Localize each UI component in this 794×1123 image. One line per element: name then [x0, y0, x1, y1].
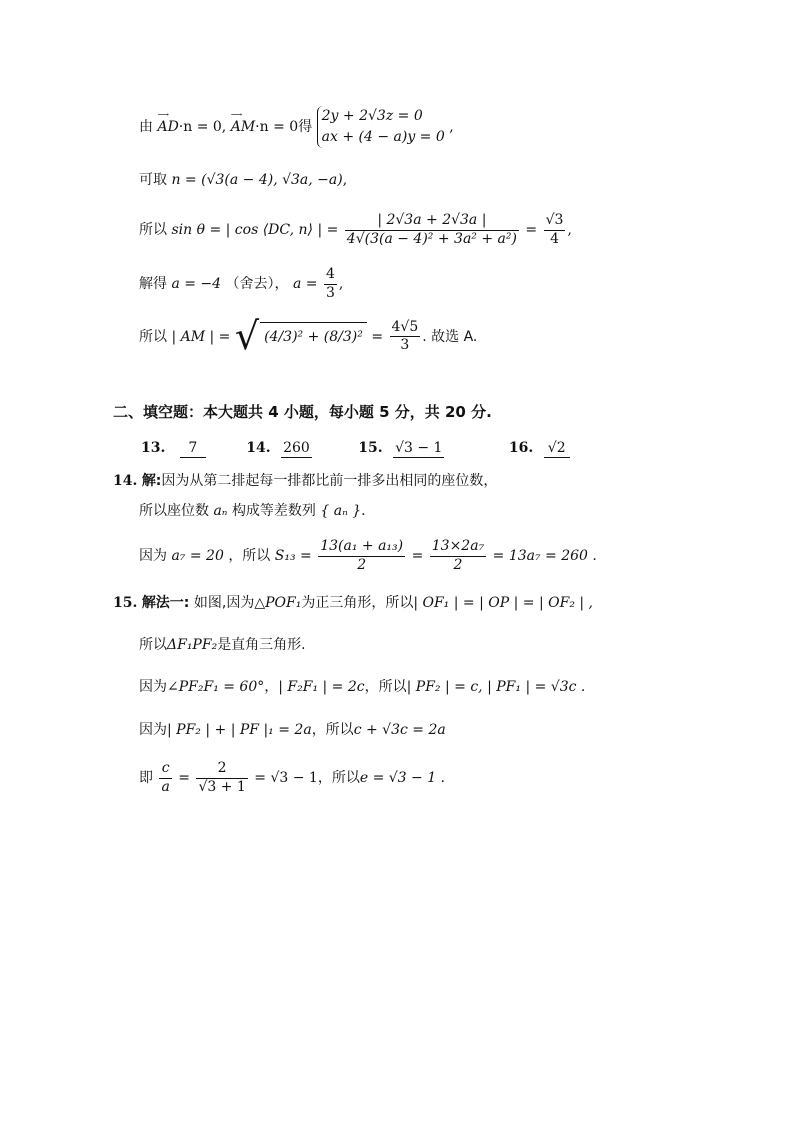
math-am-dot-n: ·n = 0: [255, 119, 299, 135]
line-choose-n: [139, 172, 347, 189]
equals: =: [525, 222, 538, 238]
q15-text-because: 因为: [139, 722, 167, 738]
fraction-denominator: 3: [325, 284, 335, 301]
q15-line-3: [139, 679, 585, 696]
math-triangle-pof1: △POF₁: [254, 595, 302, 611]
fraction-result: [390, 319, 421, 355]
q14-text-seats: 所以座位数: [139, 503, 209, 519]
math-triangle-f1pf2: ΔF₁PF₂: [167, 637, 218, 653]
fraction-numerator: 13×2a₇: [430, 538, 486, 557]
q15-text-suoyi: 所以: [139, 637, 167, 653]
math-n-vector: n = (√3(a − 4), √3a, −a): [171, 172, 343, 188]
math-result-260: = 13a₇ = 260 .: [492, 548, 597, 564]
q15-text-a: 如图,因为: [193, 595, 255, 611]
fraction-result: [544, 212, 566, 248]
math-of-equal: | OF₁ | = | OP | = | OF₂ | ,: [413, 595, 593, 611]
comma: ,: [342, 172, 348, 188]
math-a-eq: a =: [292, 276, 318, 292]
comma: ,: [567, 222, 572, 238]
comma: ,: [449, 119, 454, 135]
math-sqrt-content: (4/3)² + (8/3)²: [260, 322, 367, 352]
q14-label: 14.: [113, 473, 138, 489]
math-eccentricity: e = √3 − 1 .: [359, 770, 446, 786]
q15-text-ji: 即: [139, 770, 153, 786]
q14-text-1: 因为从第二排起每一排都比前一排多出相同的座位数，: [161, 473, 498, 489]
math-pf-values: | PF₂ | = c, | PF₁ | = √3c .: [406, 679, 586, 695]
q14-line-1: [113, 473, 497, 490]
math-c-relation: c + √3c = 2a: [353, 722, 446, 738]
text-jiede: 解得: [139, 276, 167, 292]
q15-label: 15.: [113, 595, 138, 611]
equals: =: [411, 548, 424, 564]
text-discard: （舍去）: [225, 276, 275, 292]
q15-text-so: ，所以: [364, 679, 407, 695]
fraction-denominator: 4: [550, 230, 559, 247]
line-normal-vector-condition: [139, 106, 454, 148]
answer-value-13: 7: [180, 440, 206, 458]
text-ke-qu: 可取: [139, 172, 167, 188]
equation-2: ax + (4 − a)y = 0: [321, 129, 445, 145]
math-an-seq: { aₙ }: [320, 503, 362, 519]
fraction-numerator: 4√5: [390, 319, 421, 338]
comma: ,: [338, 276, 344, 292]
math-ad-dot-n: ·n = 0,: [178, 119, 227, 135]
answers-row: [141, 440, 570, 458]
fraction-denominator: 3: [400, 337, 410, 354]
equals: =: [178, 770, 190, 786]
fraction-numerator: 2: [196, 760, 247, 779]
comma: ，: [264, 679, 279, 695]
math-s13: S₁₃ =: [274, 548, 312, 564]
equals: =: [371, 328, 384, 345]
answer-label-13: 13.: [141, 440, 166, 456]
text-you: 由: [139, 119, 153, 135]
sqrt-icon: √: [234, 314, 260, 358]
period: .: [361, 503, 366, 519]
equation-system: [317, 106, 445, 148]
answer-label-15: 15.: [358, 440, 383, 456]
math-sqrt3-minus-1: = √3 − 1: [254, 770, 318, 786]
math-a-neg4: a = −4: [171, 276, 222, 292]
q14-line-3: [139, 538, 597, 574]
fraction-4-3: [324, 266, 337, 302]
fraction-c-a: [159, 760, 171, 796]
answer-value-14: 260: [283, 440, 310, 456]
q14-text-so: ，所以: [228, 548, 271, 564]
fraction-numerator: 4: [324, 266, 337, 285]
fraction-denominator: a: [161, 778, 170, 795]
q15-text-right: 是直角三角形.: [217, 637, 306, 653]
fraction-2-over: [196, 760, 247, 796]
fraction-denominator: 2: [357, 556, 367, 573]
q15-text-so: ，所以: [311, 722, 354, 738]
answer-label-16: 16.: [508, 440, 534, 456]
vector-am: ⟶ AM: [230, 110, 256, 135]
q14-text-because: 因为: [139, 548, 167, 564]
fraction-denominator: 2: [453, 556, 463, 573]
answer-value-15: √3 − 1: [395, 440, 443, 456]
vector-ad: ⟶ AD: [157, 110, 179, 135]
math-a7: a₇ = 20: [171, 548, 224, 564]
fraction-denominator: 4√(3(a − 4)² + 3a² + a²): [346, 230, 517, 247]
text-de: 得: [298, 119, 313, 135]
q14-line-2: [139, 503, 366, 520]
q15-text-b: 为正三角形，所以: [301, 595, 414, 611]
math-sin-theta: sin θ = | cos ⟨DC, n⟩ | =: [171, 222, 339, 238]
q15-line-5: [139, 760, 445, 796]
fraction-numerator: 13(a₁ + a₁₃): [318, 538, 405, 557]
q14-text-arith: 构成等差数列: [231, 503, 316, 519]
answer-value-16: √2: [544, 440, 570, 458]
math-f2f1: | F₂F₁ | = 2c: [278, 679, 365, 695]
math-am-abs: | AM | =: [171, 328, 231, 345]
fraction-s13: [318, 538, 405, 574]
text-choose-a: . 故选 A.: [422, 328, 478, 345]
fraction-numerator: | 2√3a + 2√3a |: [345, 212, 519, 231]
q15-text-because: 因为: [139, 679, 167, 695]
comma: ，: [274, 276, 289, 292]
equation-1: 2y + 2√3z = 0: [321, 108, 423, 124]
line-am-length: [139, 314, 477, 360]
q15-text-so: ，所以: [317, 770, 360, 786]
answer-label-14: 14.: [246, 440, 271, 456]
q15-line-1: [113, 595, 593, 612]
math-pf-sum: | PF₂ | + | PF |₁ = 2a: [167, 722, 312, 738]
q15-line-4: [139, 722, 446, 739]
fraction-numerator: √3: [544, 212, 566, 231]
fraction-cos: [345, 212, 519, 248]
text-suoyi: 所以: [139, 328, 167, 345]
text-suoyi: 所以: [139, 222, 167, 238]
fraction-a7: [430, 538, 486, 574]
fraction-numerator: c: [159, 760, 171, 779]
fraction-denominator: √3 + 1: [198, 778, 246, 795]
q15-method: 解法一:: [141, 595, 190, 611]
line-solve-a: [139, 266, 343, 302]
math-angle: ∠PF₂F₁ = 60°: [167, 679, 265, 695]
section-heading: 二、填空题：本大题共 4 小题，每小题 5 分，共 20 分.: [113, 403, 492, 421]
q15-line-2: [139, 637, 306, 654]
line-sin-theta: [139, 212, 572, 248]
q14-jie: 解:: [141, 473, 162, 489]
math-an: aₙ: [213, 503, 228, 519]
